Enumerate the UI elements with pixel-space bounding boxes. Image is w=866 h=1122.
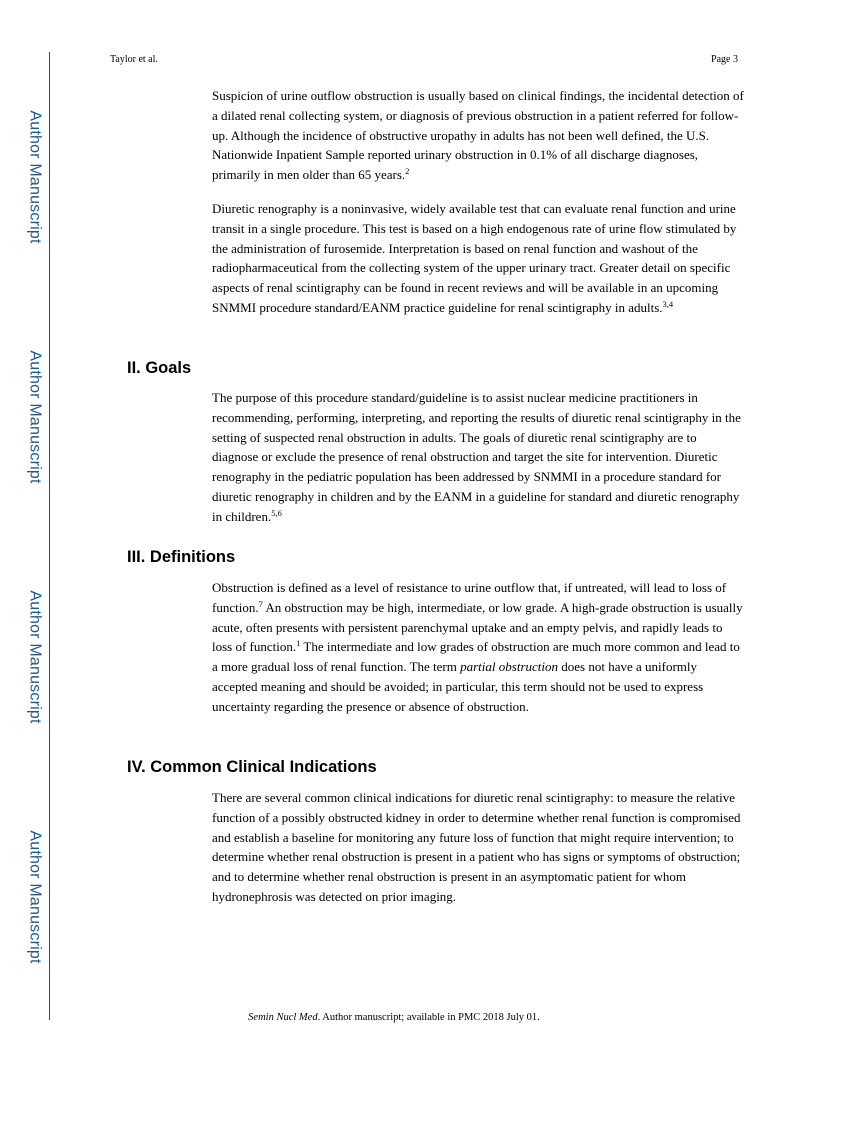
citation: 2 bbox=[405, 166, 410, 177]
definitions-paragraph: Obstruction is defined as a level of resistance to urine outflow that, if untreated, will lead to loss of function.$^7$ An obstruction may be high, intermediate, or low grade. A high-grade obstruction is usually acute, often presents with persistent parenchymal uptake and an empty pelvis, and rapidly leads to loss of function.$^1$ The intermediate and low grades of obstruction are much more common and lead to a more gradual loss of renal function. The term partial obstruction does not have a uniformly accepted meaning and should be avoided; in particular, this term should not be used to express uncertainty regarding the presence or absence of obstruction. bbox=[212, 580, 743, 714]
running-header bbox=[110, 54, 738, 65]
footer-availability: . Author manuscript; available in PMC 2018 July 01. bbox=[317, 1012, 540, 1023]
citation: 7 bbox=[258, 598, 263, 609]
author-manuscript-watermark: Author Manuscript bbox=[27, 350, 44, 484]
section-heading-indications: IV. Common Clinical Indications bbox=[127, 758, 377, 776]
indications-paragraph: There are several common clinical indications for diuretic renal scintigraphy: to measure the relative function of a possibly obstructed kidney in order to determine whether renal function is compromised and establish a baseline for monitoring any future loss of function that might require intervention; to determine whether renal obstruction is present in a patient who has signs or symptoms of obstruction; and to determine whether renal obstruction is present in an asymptomatic patient for whom hydronephrosis was detected on prior imaging. bbox=[212, 790, 741, 904]
footer-journal: Semin Nucl Med bbox=[248, 1012, 318, 1023]
author-manuscript-watermark: Author Manuscript bbox=[27, 590, 44, 724]
header-page-number: Page 3 bbox=[711, 54, 738, 65]
header-authors: Taylor et al. bbox=[110, 54, 158, 65]
italic-term: partial obstruction bbox=[460, 659, 558, 675]
intro-paragraph-2: Diuretic renography is a noninvasive, widely available test that can evaluate renal function and urine transit in a single procedure. This test is based on a high endogenous rate of urine flow stimulated by the administration of furosemide. Interpretation is based on renal function and washout of the radiopharmaceutical from the collecting system of the upper urinary tract. Greater detail on specific aspects of renal scintigraphy can be found in recent reviews and will be available in an upcoming SNMMI procedure standard/EANM practice guideline for renal scintigraphy in adults.$^{3,4}$ bbox=[212, 201, 737, 315]
section-heading-goals: II. Goals bbox=[127, 359, 192, 377]
section-heading-definitions: III. Definitions bbox=[127, 548, 236, 566]
author-manuscript-watermark: Author Manuscript bbox=[27, 110, 44, 244]
citation: 1 bbox=[296, 638, 301, 649]
goals-paragraph: The purpose of this procedure standard/guideline is to assist nuclear medicine practitioners in recommending, performing, interpreting, and reporting the results of diuretic renal scintigraphy in the setting of suspected renal obstruction in adults. The goals of diuretic renal scintigraphy are to diagnose or exclude the presence of renal obstruction and target the site for intervention. Diuretic renography in the pediatric population has been addressed by SNMMI in a procedure standard for diuretic renography in children and by the EANM in a guideline for standard and diuretic renography in children.$^{5,6}$ bbox=[212, 390, 741, 524]
author-manuscript-watermark: Author Manuscript bbox=[27, 830, 44, 964]
citation: 5,6 bbox=[271, 507, 282, 518]
intro-paragraph-1: Suspicion of urine outflow obstruction is usually based on clinical findings, the incidental detection of a dilated renal collecting system, or diagnosis of previous obstruction in a patient referred for follow-up. Although the incidence of obstructive uropathy in adults has not been well defined, the U.S. Nationwide Inpatient Sample reported urinary obstruction in 0.1% of all discharge diagnoses, primarily in men older than 65 years.$^2$ bbox=[212, 88, 744, 183]
citation: 3,4 bbox=[662, 298, 674, 309]
page-footer bbox=[0, 1012, 788, 1023]
